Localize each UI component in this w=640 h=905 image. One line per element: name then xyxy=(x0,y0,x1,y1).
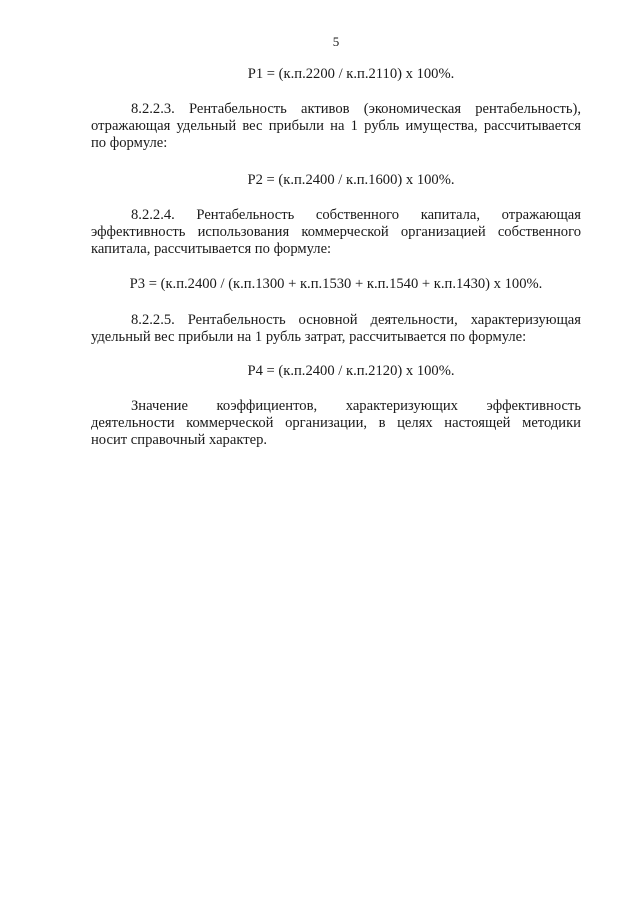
paragraph-line: Значение коэффициентов, характеризующих эффективность xyxy=(131,398,581,414)
paragraph-line: носит справочный характер. xyxy=(91,432,268,448)
formula-p1: P1 = (к.п.2200 / к.п.2110) х 100%. xyxy=(247,66,455,82)
formula-p2: P2 = (к.п.2400 / к.п.1600) х 100%. xyxy=(247,172,455,188)
paragraph-8-2-2-4 xyxy=(91,207,581,258)
paragraph-line: 8.2.2.4. Рентабельность собственного капитала, отражающая xyxy=(131,207,581,223)
paragraph-line: по формуле: xyxy=(91,135,168,151)
paragraph-line: деятельности коммерческой организации, в целях настоящей методики xyxy=(91,415,581,431)
paragraph-line: эффективность использования коммерческой организацией собственного xyxy=(91,224,581,240)
paragraph-line: удельный вес прибыли на 1 рубль затрат, рассчитывается по формуле: xyxy=(91,329,527,345)
paragraph-line: капитала, рассчитывается по формуле: xyxy=(91,241,332,257)
paragraph-line: 8.2.2.5. Рентабельность основной деятельности, характеризующая xyxy=(131,312,581,328)
page-number: 5 xyxy=(332,34,340,49)
paragraph-8-2-2-5 xyxy=(91,312,581,346)
formula-p4: P4 = (к.п.2400 / к.п.2120) х 100%. xyxy=(247,363,455,379)
formula-p3: P3 = (к.п.2400 / (к.п.1300 + к.п.1530 + к.п.1540 + к.п.1430) х 100%. xyxy=(129,276,543,292)
paragraph-line: 8.2.2.3. Рентабельность активов (экономическая рентабельность), xyxy=(131,101,581,117)
paragraph-line: отражающая удельный вес прибыли на 1 рубль имущества, рассчитывается xyxy=(91,118,581,134)
paragraph-note xyxy=(91,398,581,449)
paragraph-8-2-2-3 xyxy=(91,101,581,152)
